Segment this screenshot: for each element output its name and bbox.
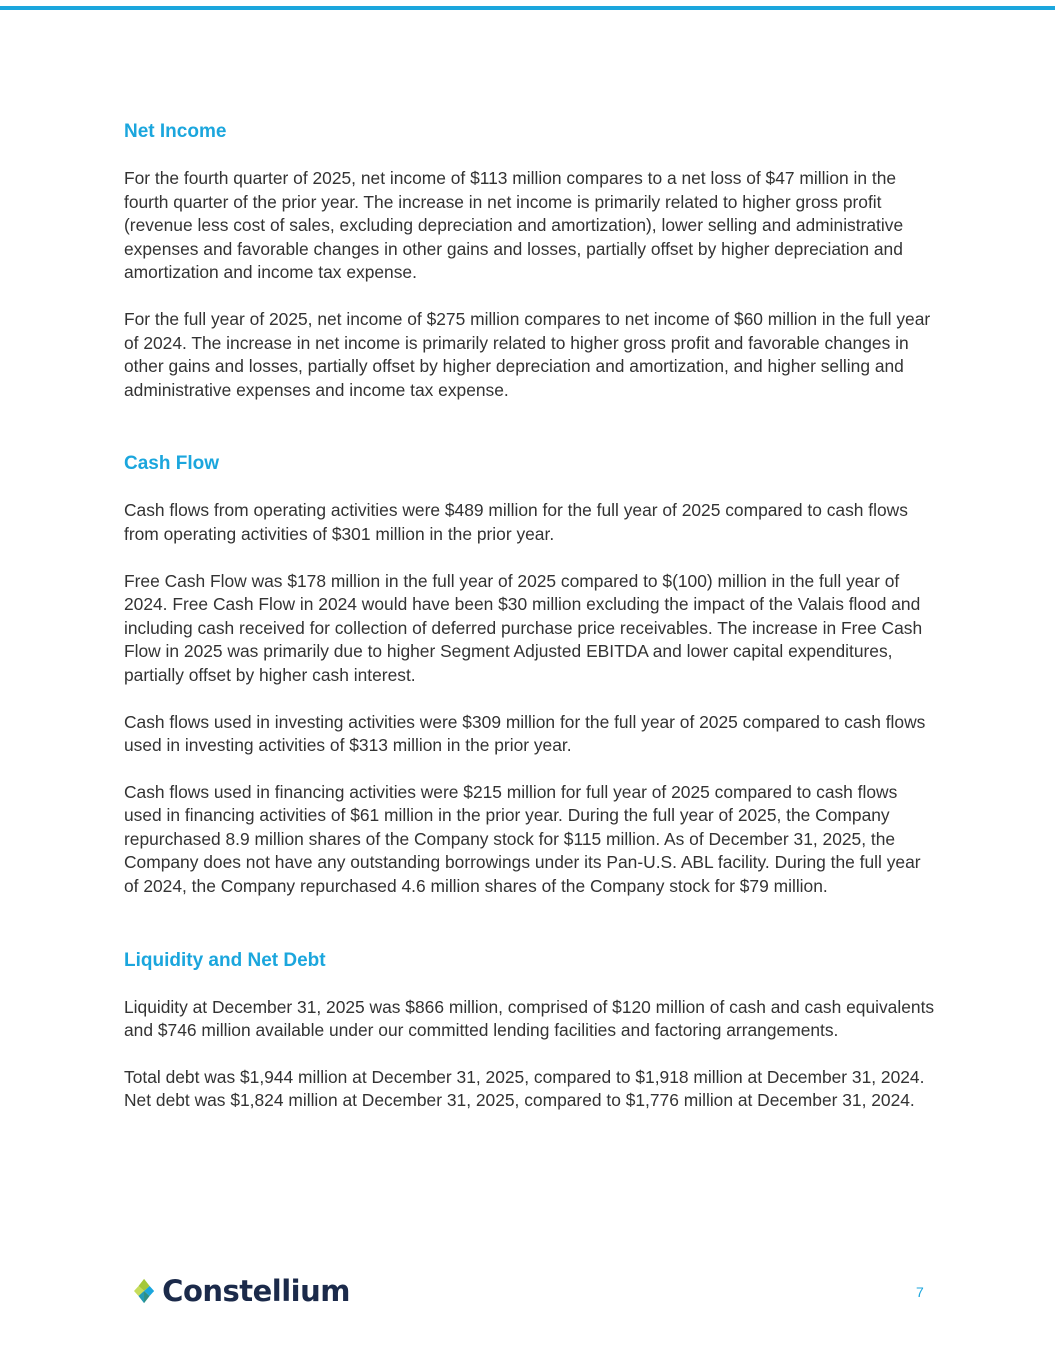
cash-flow-paragraph-1: Cash flows from operating activities were $489 million for the full year of 2025 compared to cash flows from operating activities of $301 million in the prior year. bbox=[124, 500, 908, 544]
heading-cash-flow: Cash Flow bbox=[124, 453, 220, 475]
liquidity-paragraph-1: Liquidity at December 31, 2025 was $866 million, comprised of $120 million of cash and cash equivalents and $746 million available under our committed lending facilities and factoring arrangements. bbox=[124, 996, 935, 1041]
footer-logo bbox=[128, 1258, 350, 1324]
page-number: 7 bbox=[916, 1284, 924, 1300]
net-income-paragraph-1: For the fourth quarter of 2025, net income of $113 million compares to a net loss of $47 million in the fourth quarter of the prior year. The increase in net income is primarily related to higher gross profit (revenue less cost of sales, excluding depreciation and amortization), lower selling and administrative expenses and favorable changes in other gains and losses, partially offset by higher depreciation and amortization and income tax expense. bbox=[124, 168, 904, 283]
cash-flow-paragraph-4: Cash flows used in financing activities were $215 million for full year of 2025 compared to cash flows used in financing activities of $61 million in the prior year. During the full year of 2025, the Company repurchased 8.9 million shares of the Company stock for $115 million. As of December 31, 2025, the Company does not have any outstanding borrowings under its Pan-U.S. ABL facility. During the full year of 2024, the Company repurchased 4.6 million shares of the Company stock for $79 million. bbox=[124, 781, 921, 897]
top-rule bbox=[0, 6, 1055, 10]
net-income-paragraph-2: For the full year of 2025, net income of $275 million compares to net income of $60 million in the full year of 2024. The increase in net income is primarily related to higher gross profit and favorable changes in other gains and losses, partially offset by higher depreciation and amortization, and higher selling and administrative expenses and income tax expense. bbox=[124, 308, 931, 400]
cash-flow-paragraph-3: Cash flows used in investing activities were $309 million for the full year of 2025 compared to cash flows used in investing activities of $313 million in the prior year. bbox=[124, 711, 926, 756]
page-content bbox=[124, 118, 936, 1113]
logo-wordmark: Constellium bbox=[162, 1274, 350, 1308]
heading-liquidity-net-debt: Liquidity and Net Debt bbox=[124, 949, 326, 971]
cash-flow-paragraph-2: Free Cash Flow was $178 million in the full year of 2025 compared to $(100) million in the full year of 2024. Free Cash Flow in 2024 would have been $30 million excluding the impact of the Valais flood and including cash received for collection of deferred purchase price receivables. The increase in Free Cash Flow in 2025 was primarily due to higher Segment Adjusted EBITDA and lower capital expenditures, partially offset by higher cash interest. bbox=[124, 570, 923, 685]
heading-net-income: Net Income bbox=[124, 121, 227, 142]
liquidity-paragraph-2: Total debt was $1,944 million at December 31, 2025, compared to $1,918 million at December 31, 2024. Net debt was $1,824 million at December 31, 2025, compared to $1,776 million at December 31, 2024. bbox=[124, 1066, 925, 1111]
constellium-logo-icon bbox=[134, 1267, 154, 1315]
